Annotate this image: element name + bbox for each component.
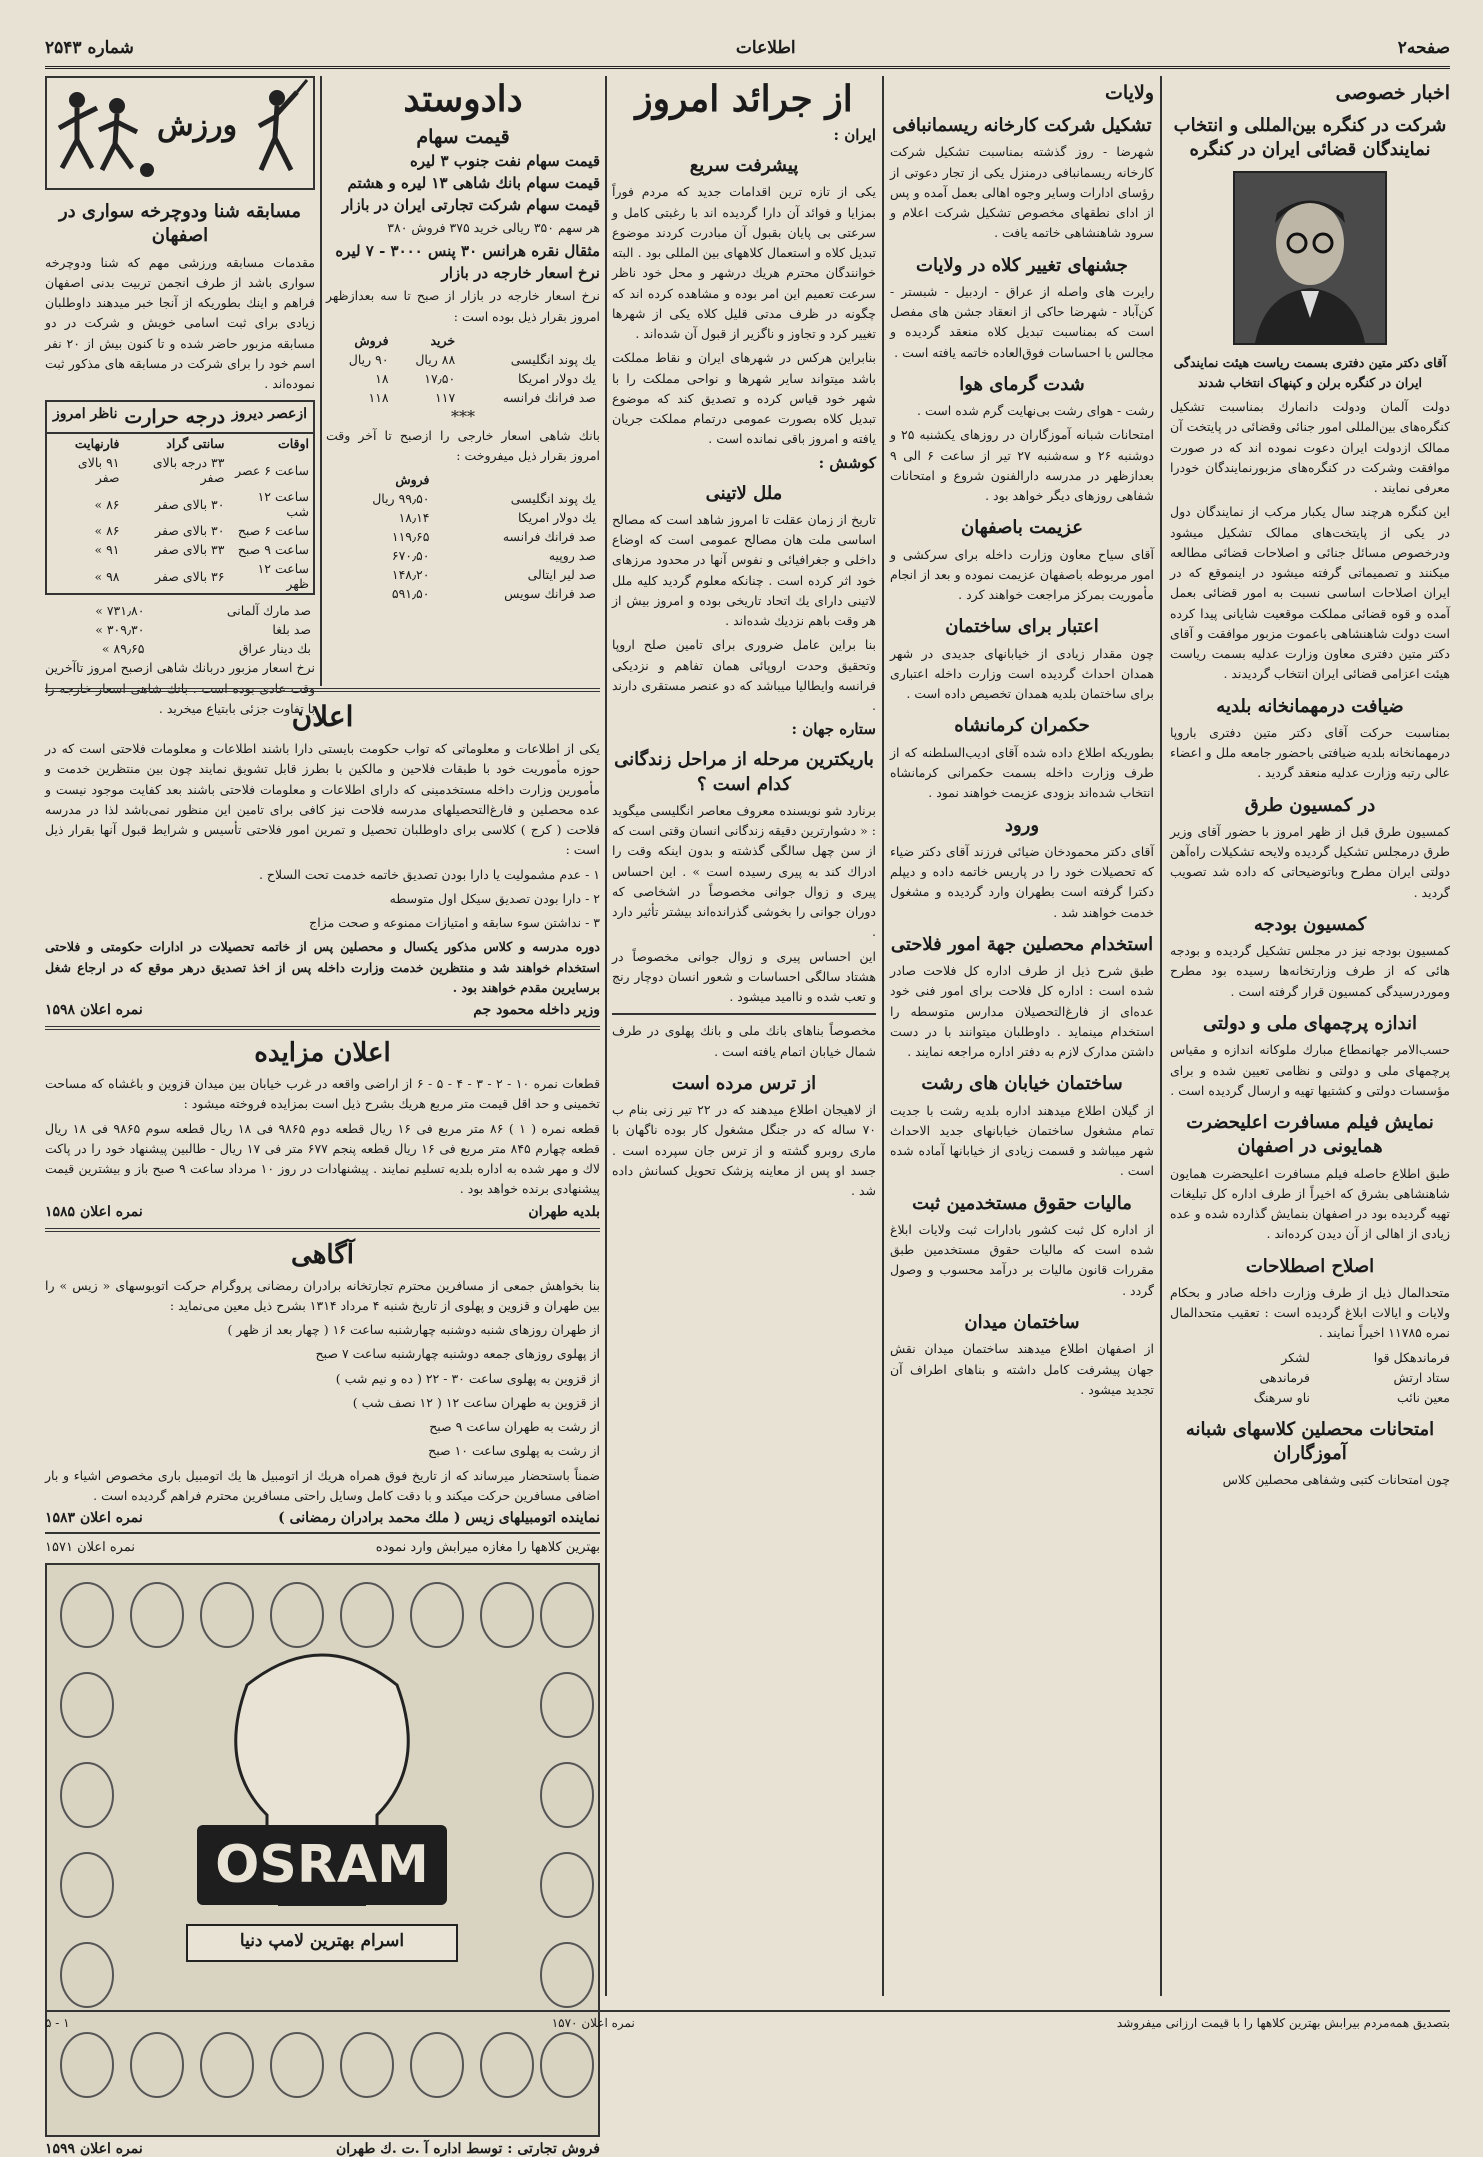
paragraph: ضمناً باستحضار میرساند که از تاریخ فوق همراه هریك از اتومبیل ها یك اتومبیل باری مخصوص اشیاء و بار اضافی مسافرین حرکت میکند و با دقت کامل وسایل راحتی مسافرین محترم فراهم گردیده است . [45,1467,600,1503]
paragraph: کمسیون بودجه نیز در مجلس تشکیل گردیده و بودجه هائی که از طرف وزارتخانه‌ها رسیده بود مطرح وموردرسیدگی کمسیون قرار گرفته است . [1170,943,1450,999]
headline: ورود [1004,814,1040,836]
paragraph: متحدالمال ذیل از طرف وزارت داخله صادر و بحکام ولایات و ایالات ابلاغ گردیده است : تعقیب متحدالمال نمره ۱۱۷۸۵ اخیراً نمایند . [1170,1284,1450,1341]
osram-slogan: اسرام بهترین لامپ دنیا [239,1931,405,1951]
headline: باریکترین مرحله از مراحل زندگانی کدام است ؟ [614,749,874,795]
paragraph: از لاهیجان اطلاع میدهند که در ۲۲ تیر زنی بنام ب ۷۰ ساله که در جنگل مشغول کار بوده ناگهان با ماری روبرو گشته و از ترس جان سپرده است . جسد او پس از معاینه پزشک تحویل کسانش داده شد . [612,1102,876,1199]
temperature-box [45,400,315,595]
table-row: ساعت ۶ صبح ۳۰ بالای صفر ۸۶ » [94,523,309,539]
headline: ساختمان میدان [964,1311,1080,1333]
paragraph: قطعه نمره ( ۱ ) ۸۶ متر مربع فی ۱۶ ریال قطعه دوم ۹۸۶۵ فی ۱۸ ریال قطعه سوم ۹۸۶۵ فی ۱۸ ریال قطعه چهارم ۸۴۵ متر مربع فی ۱۶ ریال قطعه پنجم ۶۷۷ متر فی ۱۷ ریال - طالبین پیشنهاد خود را در پاکت لاك و مهر شده به اداره بلدیه تسلیم نمایند . پیشنهادات در روز ۱۰ مرداد ساعت ۹ صبح باز و بیشترین قیمت پیشنهادی برنده خواهد بود . [45,1120,601,1197]
section-title: اخبار خصوصی [1335,82,1450,104]
stock-line: قیمت سهام بانك شاهی ۱۳ لیره و هشتم [347,174,600,192]
paragraph: رشت - هوای رشت بی‌نهایت گرم شده است . [917,403,1154,419]
terms-list [1170,1348,1450,1408]
column-exchange [326,76,600,676]
table-row: صد فرانك فرانسه ۱۱۹٫۶۵ [391,529,596,545]
table-row: یك پوند انگلیسی ۹۹٫۵۰ ریال [372,491,596,507]
table-row: ساعت ۱۲ شب ۳۰ بالای صفر ۸۶ » [94,489,309,520]
headline: شدت گرمای هوا [959,373,1085,395]
column-divider [605,76,607,1996]
silver-price: مثقال نقره هرانس ۳۰ پنس ۳۰۰۰ - ۷ لیره [335,242,600,261]
paragraph: طبق شرح ذیل از طرف اداره کل فلاحت صادر شده است : اداره کل فلاحت برای امور فنی خود عده‌ای از فارغ‌التحصیلان مدارس متوسطه را استخدام مینماید . داوطلبان میتوانند با در دست داشتن مدارک لازم به دفتر اداره مراجعه نمایند . [890,963,1154,1060]
paragraph: امتحانات شبانه آموزگاران در روزهای یکشنبه ۲۵ و دوشنبه ۲۶ و سه‌شنبه ۲۷ تیر از ساعت ۶ الی ۹ بعدازظهر در مدرسه دارالفنون شروع و امتحانات شفاهی روزهای دیگر خواهد بود . [890,427,1154,504]
headline: مسابقه شنا ودوچرخه سواری در اصفهان [58,201,302,247]
paragraph: از اصفهان اطلاع میدهند ساختمان میدان نقش جهان پیشرفت کامل داشته و بناهای اطراف آن تجدید میشود . [890,1341,1154,1397]
table-row: ساعت ۶ عصر ۳۳ درجه بالای صفر ۹۱ بالای صفر [77,455,309,486]
paragraph: بنا بخواهش جمعی از مسافرین محترم تجارتخانه برادران رمضانی پروگرام حرکت اتوبوسهای « زیس » را بین طهران و قزوین و پهلوی از تاریخ شنبه ۴ مرداد ۱۳۱۴ بشرح ذیل معین می‌نماید : [45,1277,600,1313]
paragraph: رایرت های واصله از عراق - اردبیل - شبستر - کن‌آباد - شهرضا حاکی از انعقاد جشن های مفصل است که بمناسبت تبدیل کلاه منعقد گردیده و مجالس با احساسات فوق‌العاده خاتمه یافته است . [890,283,1154,360]
temp-since: ازعصر دیروز [231,406,307,423]
notice-signature: نماینده اتومبیلهای زیس ( ملك محمد برادران رمضانی ) [278,1510,600,1526]
headline: شرکت در کنگره بین‌المللی و انتخاب نمایندگان قضائی ایران در کنگره [1173,115,1447,161]
paragraph: مخصوصاً بناهای بانك ملی و بانك پهلوی در طرف شمال خیابان اتمام یافته است . [612,1023,876,1059]
paragraph: تاریخ از زمان عقلت تا امروز شاهد است که مصالح اساسی ملت هان مصالح عمومی است که اوضاع داخلی و جغرافیائی و نفوس آنها در محدود مرزهای خود اثر کرده است . چنانکه معلوم گردید کلیه ملل لاتینی دارای یك اتحاد تاریخی بوده و امروز بیش از هر وقت باهم نزدیك شده‌اند . [612,511,876,629]
condition: ۱ - عدم مشمولیت یا دارا بودن تصدیق خاتمه خدمت تحت السلاح . [258,866,600,882]
divider [612,1013,876,1015]
announcement-signature: وزیر داخله محمود جم [473,1002,600,1018]
bank-note: بانك شاهی اسعار خارجی را ازصبح تا آخر وقت امروز بقرار ذیل میفروخت : [326,427,600,463]
column-divider [320,76,322,686]
headline: امتحانات محصلین کلاسهای شبانه آموزگاران [1185,1418,1435,1464]
paragraph: چون مقدار زیادی از خیابانهای جدیدی در شهر همدان احداث گردیده است وزارت داخله اعتباری برای ساختمان بلدیه همدان تخصیص داده است . [890,645,1154,702]
term: معین نائب [1396,1389,1450,1405]
bank-note: نرخ اسعار مزبور دربانك شاهی ازصبح امروز تاآخرین وقت عادی بوده است . بانك شاهی اسعار خارجه را با تفاوت جزئی بابتیاع میخرید . [45,660,315,716]
portrait-photo [1233,171,1387,345]
column-sports [45,76,315,716]
headline: نمایش فیلم مسافرت اعلیحضرت همایونی در اصفهان [1186,1112,1434,1158]
osram-sales: فروش تجارتی : توسط اداره آ .ت .ك طهران [335,2141,600,2157]
headline: عزیمت باصفهان [961,517,1083,539]
headline: جشنهای تغییر کلاه در ولایات [916,254,1128,276]
schedule-item: از رشت به پهلوی ساعت ۱۰ صبح [428,1443,600,1459]
notice-title: آگاهی [291,1239,354,1270]
footer-note: بتصدیق همه‌مردم بیرابش بهترین کلاهها را با قیمت ارزانی میفروشد [1116,2016,1450,2030]
footer-page: ۱ - ۵ [45,2016,70,2030]
paragraph: این کنگره هرچند سال یکبار مرکب از نمایندگان دول در یکی از پایتخت‌های ممالک تشکیل میشود ودرخصوص مسائل جنائی و اصلاحات قضائی مطالعه میکنند و تصمیماتی گرفته میشود در اینموقع که در ایران اصلاحات اساسی نسبت به امور قضائی بعمل آمده و قوه قضائی مملکت موقعیت شایانی پیدا کرده است دولت شاهنشاهی باعموت مزبور موافقت و آقای دکتر متین دفتری معاون وزارت عدلیه بسمت ریاست هیئت اعزامی قضائی ایران انتخاب گردیدند . [1170,504,1450,682]
bank-extra-table [45,601,315,658]
auction-title: اعلان مزایده [254,1038,391,1068]
paragraph: این احساس پیری و زوال جوانی مخصوصاً در هشتاد سالگی احساسات و شعور انسان دوچار رنج و تعب شده و ناامید میشود . [612,948,876,1005]
headline: اعتبار برای ساختمان [945,616,1099,638]
table-row: یك دولار امریکا ۱۸٫۱۴ [398,510,596,526]
headline: اندازه پرچمهای ملی و دولتی [1203,1012,1417,1034]
separator-stars: *** [451,406,475,426]
term: ستاد ارتش [1393,1369,1450,1385]
notice-ref: نمره اعلان ۱۵۸۳ [45,1510,143,1526]
paragraph: دولت آلمان ودولت دانمارك بمناسبت تشکیل کنگره‌های بین‌المللی امور جنائی وقضائی در پایتخت آن ممالک ازدولت ایران دعوت نموده اند که در صورت موافقت وشرکت در کنگره‌های مزبورنمایندگان خودرا معرفی نمایند . [1170,399,1450,496]
announcement-ref: نمره اعلان ۱۵۹۸ [45,1002,143,1018]
column-provinces [890,76,1154,2001]
stock-prices-title: قیمت سهام [416,126,510,148]
fx-table [326,331,600,407]
headline: ضیافت درمهمانخانه بلدیه [1216,695,1404,717]
section-title: ولایات [1105,82,1154,104]
schedule-item: از پهلوی روزهای جمعه دوشنبه چهارشنبه ساعت ۷ صبح [315,1346,600,1362]
headline: تشکیل شرکت کارخانه ریسمانبافی [892,115,1152,136]
sports-title: ورزش [157,108,238,143]
section-title: دادوستد [403,78,523,120]
issue-number: شماره ۲۵۴۳ [45,38,134,58]
source-label: کوشش : [818,453,876,472]
source-label: ایران : [833,126,876,144]
column-press-review [612,76,876,2001]
temp-title: درجه حرارت [124,406,226,429]
table-row: یك پوند انگلیسی ۸۸ ریال ۹۰ ریال [348,351,596,367]
paragraph: حسب‌الامر جهانمطاع مبارك ملوكانه اندازه و مقیاس پرچمهای ملی و دولتی و نظامی تعیین شده و برای مؤسسات دولتی و کشتیها تهیه و ارسال گردیده است . [1170,1042,1450,1098]
paragraph: بطوریکه اطلاع داده شده آقای ادیب‌السلطنه که از طرف وزارت داخله بسمت حکمرانی کرمانشاه انتخاب شده‌اند بزودی عزیمت خواهند نمود . [890,744,1154,801]
sell-header: فروش [354,332,389,348]
paragraph: یکی از تازه ترین اقدامات جدید که مردم فوراً بمزایا و فوائد آن دارا گردیده اند با رغبتی کامل و سرعتی بی پایان بقبول آن مبادرت کردند موضوع تبدیل کلاه و استعمال کلاههای بین المللی بود . البته خوانندگان محترم هریك درشهر و محل خود ناظر سرعت تعمیم این امر بوده و مشاهده کرده اند که چگونه در ظرف مدتی قلیل کلاه یکی از شهرها تغییر کرد و تجاوز و ناگزیر از قبول آن شده‌اند . [612,184,876,342]
paragraph: بنابراین هرکس در شهرهای ایران و نقاط مملکت باشد میتواند سایر شهرها و نواحی مملکت را با شهر خود قیاس کرده و تصدیق کند که موضوع تبدیل کلاه بصورت عمومی درتمام مملکت جریان یافته و امروز باقی نمانده است . [612,350,876,447]
fx-title: نرخ اسعار خارجه در بازار [441,264,600,283]
headline: حکمران کرمانشاه [954,715,1090,737]
schedule-item: از قزوین به طهران ساعت ۱۲ ( ۱۲ نصف شب ) [352,1394,600,1410]
table-row: ساعت ۹ صبح ۳۳ بالای صفر ۹۱ » [94,542,309,558]
table-row: صد فرانك سویس ۵۹۱٫۵۰ [391,586,596,602]
headline: استخدام محصلین جهة امور فلاحتی [890,933,1154,955]
column-private-news [1170,76,1450,2001]
paragraph: بمناسبت حرکت آقای دکتر متین دفتری باروپا درمهمانخانه بلدیه ضیافتی باحضور جامعه ملل و اعضاء عالی رتبه وزارت عدلیه منعقد گردید . [1170,724,1450,781]
paper-name: اطلاعات [735,38,796,58]
table-row: صد مارك آلمانی ۷۳۱٫۸۰ » [95,603,311,619]
headline: ساختمان خیابان های رشت [921,1073,1123,1095]
hat-ad-ref: نمره اعلان ۱۵۷۱ [45,1540,135,1555]
paragraph: آقای سیاح معاون وزارت داخله برای سرکشی و امور مربوطه باصفهان عزیمت نموده و بعد از انجام مأموریت بمرکز مراجعت خواهند کرد . [890,546,1154,603]
paragraph: دوره مدرسه و کلاس مذکور یکسال و محصلین پس از خاتمه تحصیلات در ادارات حکومتی و فلاحتی استخدام خواهند شد و منتظرین خدمت وزارت داخله پس از اخذ تصدیق درهر موقع که در ارجاع شغل برسایرین مقدم خواهند بود . [45,939,600,995]
paragraph: بنا براین عامل ضروری برای تامین صلح اروپا وتحقیق وحدت اروپائی همان تفاهم و نزدیکی فرانسه وایطالیا میباشد که دو عنصر مستقری دارند . [612,637,876,714]
headline: از ترس مرده است [671,1072,817,1094]
schedule-item: از طهران روزهای شنبه دوشنبه چهارشنبه ساعت ۱۶ ( چهار بعد از ظهر ) [227,1322,600,1337]
headline: پیشرفت سریع [689,155,799,176]
auction-signature: بلدیه طهران [528,1203,600,1220]
term: لشکر [1281,1349,1310,1365]
table-row: صد لیر ایتالی ۱۴۸٫۲۰ [391,567,596,583]
condition: ۲ - دارا بودن تصدیق سیکل اول متوسطه [389,890,600,906]
stock-line: قیمت سهام نفت جنوب ۳ لیره [409,152,600,170]
auction-ref: نمره اعلان ۱۵۸۵ [45,1203,143,1220]
stock-line: قیمت سهام شرکت تجارتی ایران در بازار [342,196,600,214]
term: ناو سرهنگ [1253,1389,1310,1405]
term: فرماندهی [1259,1369,1310,1385]
headline: در کمسیون طرق [1244,794,1376,816]
source-label: ستاره جهان : [791,720,876,739]
buy-header: خرید [430,332,456,348]
paragraph: قطعات نمره ۱۰ - ۲ - ۳ - ۴ - ۵ - ۶ از اراضی واقعه در غرب خیابان بین میدان قزوین و باغشاه که مساحت تخمینی و حد اقل قیمت متر مربع هریك بشرح ذیل است بمزایده فروخته میشود : [45,1076,601,1112]
photo-caption: آقای دکتر متین دفتری بسمت ریاست هیئت نمایندگی ایران در کنگره برلن و کپنهاک انتخاب شدند [1173,354,1447,390]
hat-ad-text: بهترین کلاهها را مغازه میرابش وارد نموده [375,1540,600,1555]
table-row: بك دینار عراق ۸۹٫۶۵ » [101,641,311,657]
paragraph: چون امتحانات کتبی وشفاهی محصلین کلاس [1222,1472,1450,1488]
osram-advertisement [45,1563,600,2137]
sports-banner [45,76,315,190]
table-row: ساعت ۱۲ ظهر ۳۶ بالای صفر ۹۸ » [94,561,309,592]
paragraph: از اداره کل ثبت کشور بادارات ثبت ولایات ابلاغ شده است که مالیات حقوق مستخدمین طبق مقررات قانون مالیات بر درآمد محسوب و وصول گردد . [890,1221,1154,1298]
temp-observer: ناظر امروز [53,406,118,423]
stock-line: هر سهم ۳۵۰ ریالی خرید ۳۷۵ فروش ۳۸۰ [387,220,600,235]
page-number: صفحه۲ [1397,38,1450,58]
paragraph: شهرضا - روز گذشته بمناسبت تشکیل شرکت کارخانه ریسمانبافی درمنزل یکی از تجار دعوتی از رؤسای ادارات وسایر وجوه اهالی بعمل آمده و پس از ادای نطقهای مخصوص تشکیل شرکت اعلام و سرود شاهنشاهی خاتمه یافت . [890,144,1154,241]
paragraph: برنارد شو نویسنده معروف معاصر انگلیسی میگوید : « دشوارترین دقیقه زندگانی انسان وقتی است که از سن چهل سالگی گذشته و بدون اینکه وقت را ادراك کند به پیری رسیده است » . این احساس پیری و زوال جوانی مخصوصاً در اشخاصی که دوران جوانی را بخوشی گذرانده‌اند بیشتر تأثیر دارد . [612,802,876,940]
condition: ۳ - نداشتن سوء سابقه و امتیازات ممنوعه و صحت مزاج [309,915,600,930]
paragraph: کمسیون طرق قبل از ظهر امروز با حضور آقای وزیر طرق درمجلس تشکیل گردیده ولایحه تشکیلات راه‌آهن دولتی ایران مطرح وباتوضیحاتی که داده شد تصویب گردید . [1170,823,1450,900]
column-divider [1160,76,1162,1996]
bank-fx-table [326,470,600,603]
paragraph: مقدمات مسابقه ورزشی مهم که شنا ودوچرخه سواری باشد از طرف انجمن تربیت بدنی اصفهان فراهم و اینك بطوریکه از آنجا خبر میدهند داوطلبان زیادی برای ثبت اسامی خویش و شرکت در دو مسابقه مزبور حاضر شده و تا کنون بیش از ۲۰ نفر اسم خود را برای شرکت در مسابقه های مذکور ثبت نموده‌اند . [45,254,315,392]
table-row: صد روپیه ۶۷۰٫۵۰ [391,548,596,564]
masthead [45,30,1450,69]
headline: اصلاح اصطلاحات [1245,1255,1375,1277]
osram-brand: OSRAM [215,1835,429,1895]
temperature-table: اوقات سانتی گراد فارنهایت ساعت ۶ عصر ۳۳ درجه بالای صفر ۹۱ بالای صفر ساعت ۱۲ شب ۳۰ بالای صفر ۸۶ » ساعت ۶ صبح ۳۰ بالای صفر ۸۶ » ساعت ۹ صبح ۳۳ بالای صفر ۹۱ » ساعت ۱۲ ظهر ۳۶ بالای صفر ۹۸ » [47,434,313,593]
paragraph: طبق اطلاع حاصله فیلم مسافرت اعلیحضرت همایون شاهنشاهی بشرق که اخیراً از طرف اداره کل تبلیغات تهیه گردیده بود در اصفهان بنمایش گذارده شده و عده زیادی از اهالی از آن دیدن کرده‌اند . [1170,1165,1450,1242]
table-row: صد بلغا ۳۰۹٫۳۰ » [95,622,311,638]
table-row: صد فرانك فرانسه ۱۱۷ ۱۱۸ [368,389,596,405]
sell-header: فروش [395,472,430,488]
footer [45,2010,1450,2030]
paragraph: از گیلان اطلاع میدهند اداره بلدیه رشت با جدیت تمام مشغول ساختمان خیابانهای جدید الاحداث شهر میباشد و قسمت زیادی از خیابانها آماده شده است . [890,1102,1154,1179]
paragraph: یکی از اطلاعات و معلوماتی که تواب حکومت بایستی دارا باشند اطلاعات و معلومات فلاحتی است که در حوزه مأموریت خود با طبقات فلاحین و مالکین با بطرز قابل تشویق نمایند چون بین منتظرین خدمت و مأمورین وزارت داخله مستخدمینی که دارای اطلاعات و معلومات فلاحتی باشند بعد کفایت موجود نیست و عده محصلین و فارغ‌التحصیلهای مدرسه فلاحت نیز کافی برای تامین این منظور نمی‌باشد لذا در مدرسه فلاحت ( کرج ) کلاسی برای داوطلبان تحصیل و تمرین امور فلاحتی تأسیس و شرایط قبول آنها بقرار ذیل است : [45,741,600,858]
osram-ref: نمره اعلان ۱۵۹۹ [45,2141,143,2157]
schedule-item: از رشت به طهران ساعت ۹ صبح [429,1419,600,1434]
column-divider [882,76,884,1996]
footer-ref: نمره اعلان ۱۵۷۰ [551,2016,635,2030]
table-row: یك دولار امریکا ۱۷٫۵۰ ۱۸ [375,370,596,386]
announcement-title: اعلان [291,700,354,733]
headline: ملل لاتینی [705,482,783,504]
fx-note: نرخ اسعار خارجه در بازار از صبح تا سه بعدازظهر امروز بقرار ذیل بوده است : [326,288,600,324]
paragraph: آقای دکتر محمودخان ضیائی فرزند آقای دکتر ضیاء که تحصیلات خود را در پاریس خاتمه داده و دیپلم دکترا گرفته است بطهران وارد گردیده و مشغول خدمت خواهند شد . [890,843,1154,920]
headline: مالیات حقوق مستخدمین ثبت [912,1192,1132,1214]
term: فرماندهکل قوا [1373,1349,1450,1365]
section-title: از جرائد امروز [635,78,853,120]
headline: کمسیون بودجه [1253,913,1367,935]
schedule-item: از قزوین به پهلوی ساعت ۳۰ - ۲۲ ( ده و نیم شب ) [335,1370,600,1386]
